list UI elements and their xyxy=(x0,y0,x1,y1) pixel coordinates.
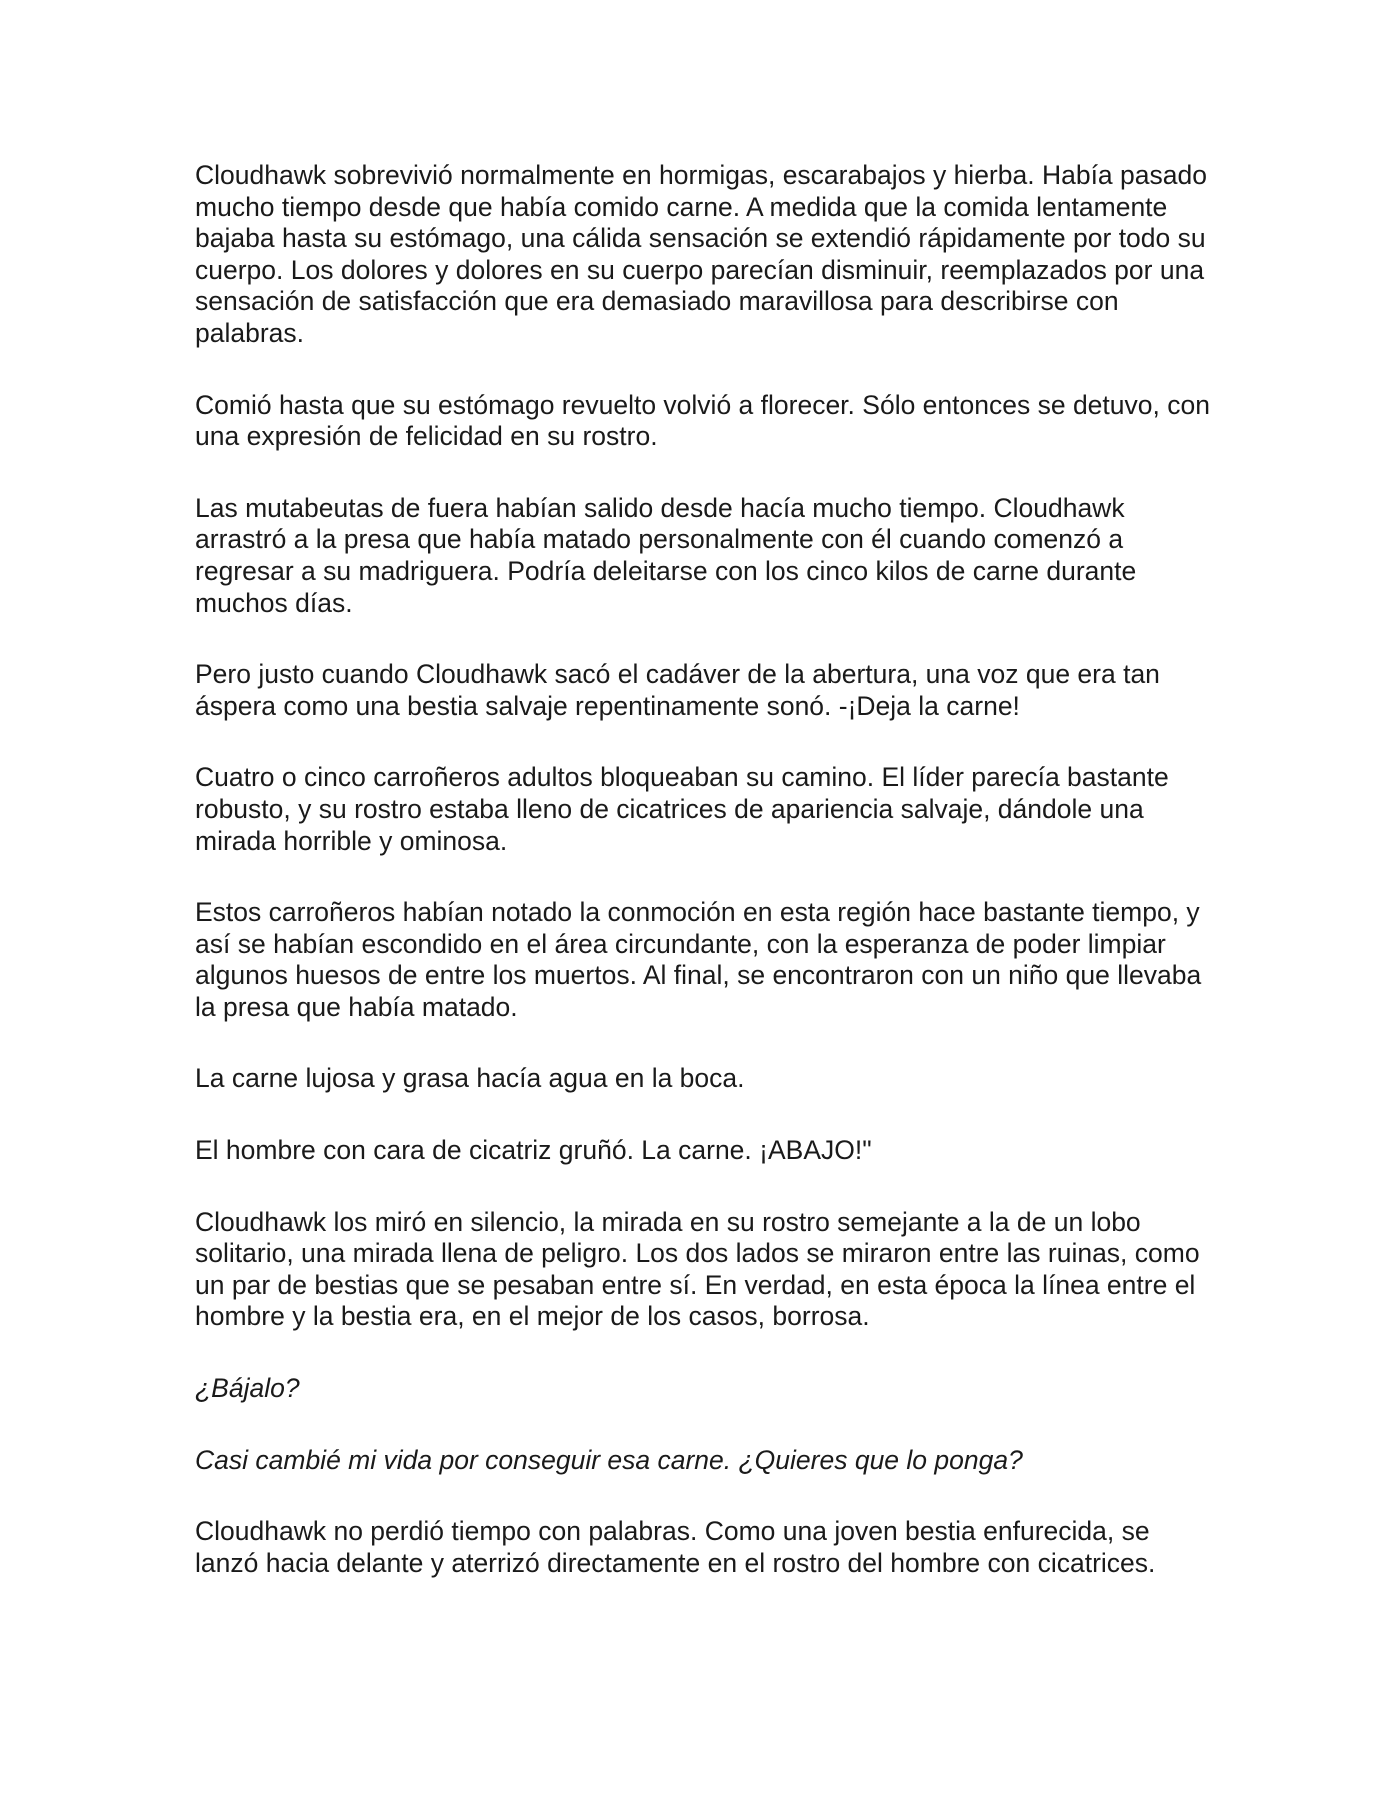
paragraph: Cloudhawk sobrevivió normalmente en hormigas, escarabajos y hierba. Había pasado mucho tiempo desde que había comido carne. A medida que la comida lentamente bajaba hasta su estómago, una cálida sensación se extendió rápidamente por todo su cuerpo. Los dolores y dolores en su cuerpo parecían disminuir, reemplazados por una sensación de satisfacción que era demasiado maravillosa para describirse con palabras. xyxy=(195,160,1207,348)
italic-paragraph: ¿Bájalo? xyxy=(195,1373,300,1404)
paragraph: Estos carroñeros habían notado la conmoción en esta región hace bastante tiempo, y así se habían escondido en el área circundante, con la esperanza de poder limpiar algunos huesos de entre los muertos. Al final, se encontraron con un niño que llevaba la presa que había matado. xyxy=(195,897,1202,1022)
paragraph: Cuatro o cinco carroñeros adultos bloqueaban su camino. El líder parecía bastante robusto, y su rostro estaba lleno de cicatrices de apariencia salvaje, dándole una mirada horrible y ominosa. xyxy=(195,762,1169,856)
document-body xyxy=(195,160,1215,1619)
paragraph: Cloudhawk no perdió tiempo con palabras. Como una joven bestia enfurecida, se lanzó hacia delante y aterrizó directamente en el rostro del hombre con cicatrices. xyxy=(195,1516,1156,1578)
italic-paragraph: Casi cambié mi vida por conseguir esa carne. ¿Quieres que lo ponga? xyxy=(195,1444,1023,1475)
paragraph: El hombre con cara de cicatriz gruñó. La carne. ¡ABAJO!" xyxy=(195,1135,872,1166)
paragraph: Pero justo cuando Cloudhawk sacó el cadáver de la abertura, una voz que era tan áspera como una bestia salvaje repentinamente sonó. -¡Deja la carne! xyxy=(195,659,1160,721)
paragraph: La carne lujosa y grasa hacía agua en la boca. xyxy=(195,1063,745,1094)
paragraph: Comió hasta que su estómago revuelto volvió a florecer. Sólo entonces se detuvo, con una expresión de felicidad en su rostro. xyxy=(195,389,1210,452)
paragraph: Las mutabeutas de fuera habían salido desde hacía mucho tiempo. Cloudhawk arrastró a la presa que había matado personalmente con él cuando comenzó a regresar a su madriguera. Podría deleitarse con los cinco kilos de carne durante muchos días. xyxy=(195,492,1137,618)
paragraph: Cloudhawk los miró en silencio, la mirada en su rostro semejante a la de un lobo solitario, una mirada llena de peligro. Los dos lados se miraron entre las ruinas, como un par de bestias que se pesaban entre sí. En verdad, en esta época la línea entre el hombre y la bestia era, en el mejor de los casos, borrosa. xyxy=(195,1206,1200,1332)
